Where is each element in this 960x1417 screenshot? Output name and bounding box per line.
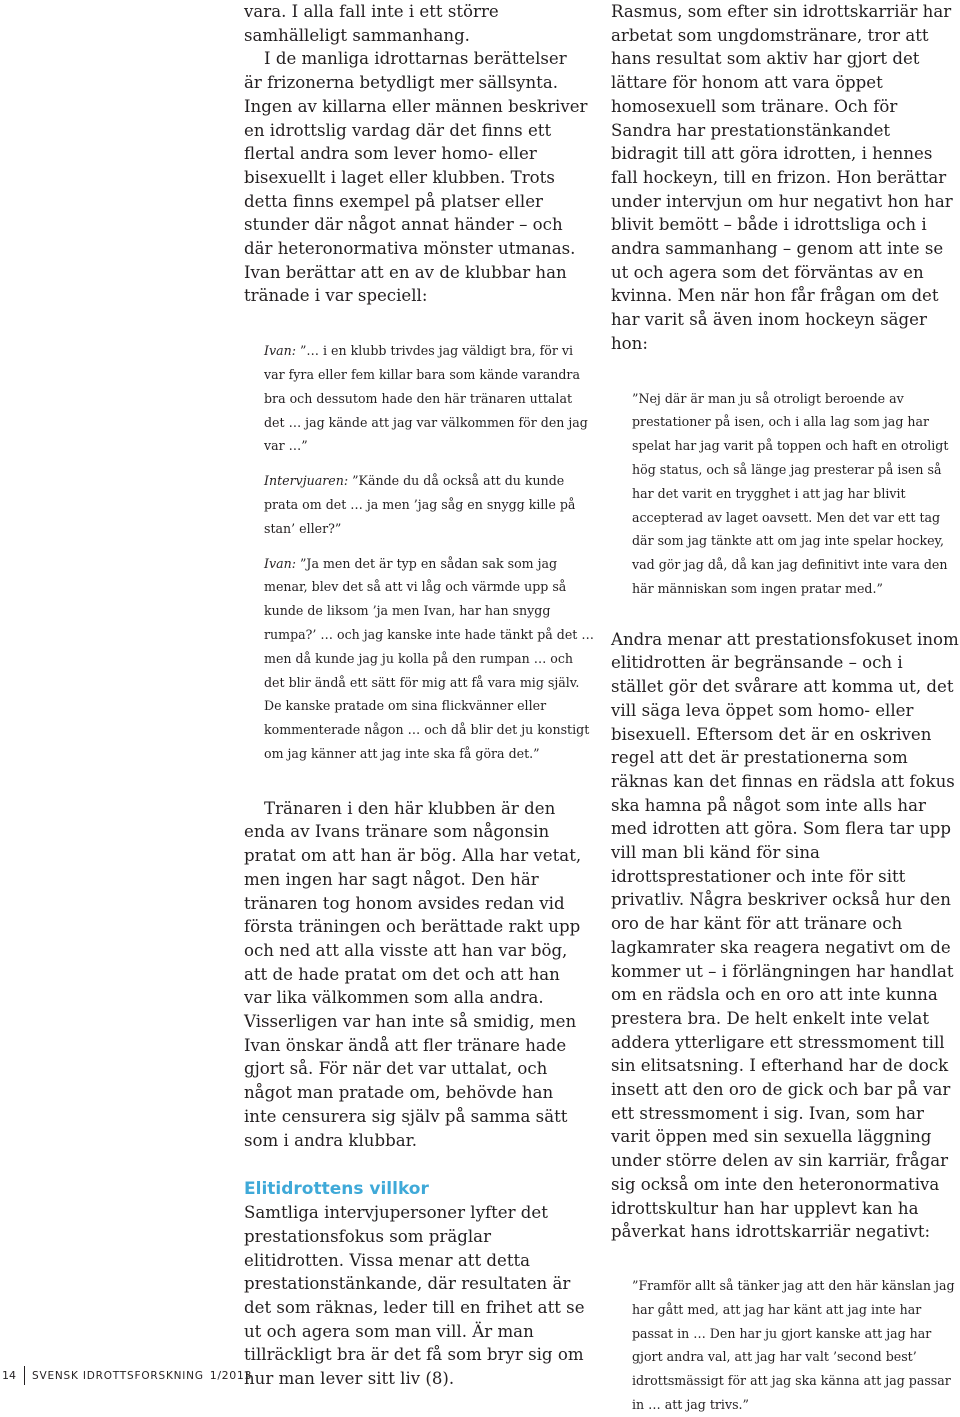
- left-column: [244, 0, 594, 1391]
- quote-speaker: Intervjuaren:: [264, 473, 349, 489]
- issue-number: 1/2013: [209, 1369, 253, 1382]
- quote-speaker: Ivan:: [264, 343, 296, 359]
- quote-ivan-1: [244, 339, 594, 458]
- section-heading: Elitidrottens villkor: [244, 1179, 429, 1200]
- quote-ivan-2: [244, 552, 594, 766]
- footer-divider: [24, 1366, 25, 1385]
- right-paragraph-1: Rasmus, som efter sin idrottskarriär har arbetat som ungdomstränare, tror att hans resultat som aktiv har gjort det lättare för honom att vara öppet homosexuell som tränare. Och för Sandra har prestationstänkandet bidragit till att göra idrotten, i hennes fall hockeyn, till en frizon. Hon berättar under intervjun om hur negativt hon har blivit bemött – både i idrottsliga och i andra sammanhang – genom att inte se ut och agera som det förväntas av en kvinna. Men när hon får frågan om det har varit så även inom hockeyn säger hon:: [611, 2, 953, 353]
- left-paragraph-1: vara. I alla fall inte i ett större samhälleligt sammanhang.: [244, 2, 499, 45]
- quote-sandra: ”Nej där är man ju så otroligt beroende av prestationer på isen, och i alla lag som jag har spelat har jag varit på toppen och haft en otroligt hög status, och så länge jag presterar på isen så har det varit en trygghet i att jag har blivit accepterad av laget oavsett. Men det var ett tag där som jag tänkte att om jag inte spelar hockey, vad gör jag då, då kan jag definitivt inte vara den här människan som ingen pratar med.”: [632, 390, 949, 596]
- quote-ivan-3: ”Framför allt så tänker jag att den här känslan jag har gått med, att jag har känt att jag inte har passat in … Den har ju gjort kanske att jag har gjort andra val, att jag har valt ’second best’ idrottsmässigt för att jag ska känna att jag passar in … att jag trivs.”: [632, 1278, 955, 1412]
- right-column: [611, 0, 960, 1417]
- quote-text: ”… i en klubb trivdes jag väldigt bra, för vi var fyra eller fem killar bara som kände varandra bra och dessutom hade den här tränaren uttalat det … jag kände att jag var välkommen för den jag var …”: [264, 343, 588, 454]
- quote-speaker: Ivan:: [264, 555, 296, 571]
- journal-name: SVENSK IDROTTSFORSKNING: [32, 1369, 204, 1382]
- quote-text: ”Kände du då också att du kunde prata om det … ja men ’jag såg en snygg kille på stan’ eller?”: [264, 473, 576, 536]
- left-paragraph-3: Tränaren i den här klubben är den enda av Ivans tränare som någonsin pratat om att han är bög. Alla har vetat, men ingen har sagt något. Den här tränaren tog honom avsides redan vid första träningen och berättade rakt upp och ned att alla visste att han var bög, att de hade pratat om det och att han var lika välkommen som alla andra. Visserligen var han inte så smidig, men Ivan önskar ändå att fler tränare hade gjort så. För när det var uttalat, och något man pratade om, behövde han inte censurera sig själv på samma sätt som i andra klubbar.: [244, 798, 582, 1150]
- left-paragraph-4: Samtliga intervjupersoner lyfter det prestationsfokus som präglar elitidrotten. Vissa menar att detta prestationstänkande, där resultaten är det som räknas, leder till en frihet att se ut och agera som man vill. Är man tillräckligt bra är det få som bryr sig om hur man lever sitt liv (8).: [244, 1203, 585, 1389]
- right-paragraph-2: Andra menar att prestationsfokuset inom elitidrotten är begränsande – och i stället gör det svårare att komma ut, det vill säga leva öppet som homo- eller bisexuell. Eftersom det är en oskriven regel att det är prestationerna som räknas kan det finnas en rädsla att fokus ska hamna på något som inte alls har med idrotten att göra. Som flera tar upp vill man bli känd för sina idrottsprestationer och inte för sitt privatliv. Några beskriver också hur den oro de har känt för att tränare och lagkamrater ska reagera negativt om de kommer ut – i förlängningen har handlat om en rädsla och en oro att inte kunna prestera bra. De helt enkelt inte velat addera ytterligare ett stressmoment till sin elitsatsning. I efterhand har de dock insett att den oro de gick och bar på var ett stressmoment i sig. Ivan, som har varit öppen med sin sexuella läggning under större delen av sin karriär, frågar sig också om inte den heteronormativa idrottskultur han har upplevt kan ha påverkat hans idrottskarriär negativt:: [611, 629, 959, 1242]
- left-paragraph-2: I de manliga idrottarnas berättelser är frizonerna betydligt mer sällsynta. Ingen av killarna eller männen beskriver en idrottslig vardag där det finns ett flertal andra som lever homo- eller bisexuellt i laget eller klubben. Trots detta finns exempel på platser eller stunder där något annat händer – och där heteronormativa mönster utmanas. Ivan berättar att en av de klubbar han tränade i var speciell:: [244, 49, 588, 306]
- quote-interviewer: [244, 469, 594, 540]
- page-number: 14: [2, 1369, 16, 1382]
- quote-text: ”Ja men det är typ en sådan sak som jag menar, blev det så att vi låg och värmde upp så kunde de liksom ’ja men Ivan, har han snygg rumpa?’ … och jag kanske inte hade tänkt på det … men då kunde jag ju kolla på den rumpan … och det blir ändå ett sätt för mig att få vara mig själv. De kanske pratade om sina flickvänner eller kommenterade någon … och då blir det ju konstigt om jag känner att jag inte ska få göra det.”: [264, 555, 594, 761]
- page-footer: [0, 1366, 252, 1385]
